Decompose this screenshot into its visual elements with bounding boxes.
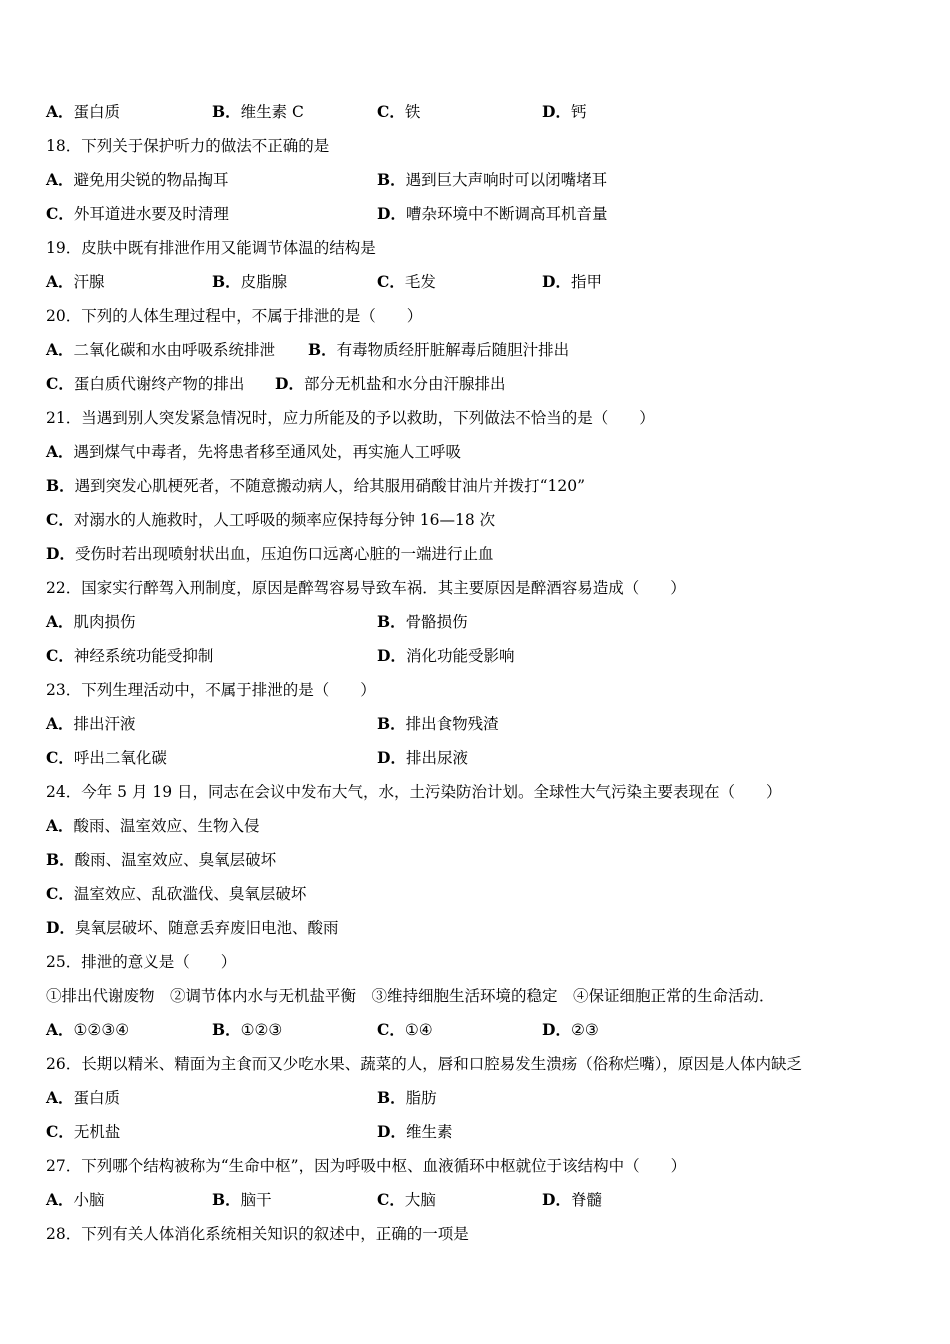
q23-option-a: A．排出汗液 [46,714,136,733]
q24-stem: 24．今年 5 月 19 日，同志在会议中发布大气，水，土污染防治计划。全球性大气污染主要表现在（ ） [46,783,782,801]
q24-option-a: A．酸雨、温室效应、生物入侵 [46,816,260,835]
q18-option-d: D．嘈杂环境中不断调高耳机音量 [377,204,608,223]
q27-option-c: C．大脑 [377,1190,436,1209]
q20-stem: 20．下列的人体生理过程中，不属于排泄的是（ ） [46,307,423,325]
q19-stem: 19．皮肤中既有排泄作用又能调节体温的结构是 [46,239,376,257]
q23-stem: 23．下列生理活动中，不属于排泄的是（ ） [46,681,376,699]
q22-option-a: A．肌肉损伤 [46,612,136,631]
q27-option-a: A．小脑 [46,1190,105,1209]
q27-stem: 27．下列哪个结构被称为“生命中枢”，因为呼吸中枢、血液循环中枢就位于该结构中（ ） [46,1157,687,1175]
q17-option-d: D．钙 [542,102,587,121]
q18-stem: 18．下列关于保护听力的做法不正确的是 [46,137,330,155]
q19-option-a: A．汗腺 [46,272,105,291]
q23-option-d: D．排出尿液 [377,748,468,767]
q19-option-c: C．毛发 [377,272,436,291]
q24-option-c: C．温室效应、乱砍滥伐、臭氧层破坏 [46,884,307,903]
q18-option-c: C．外耳道进水要及时清理 [46,204,229,223]
q21-stem: 21．当遇到别人突发紧急情况时，应力所能及的予以救助，下列做法不恰当的是（ ） [46,409,655,427]
q23-option-b: B．排出食物残渣 [377,714,499,733]
q22-option-c: C．神经系统功能受抑制 [46,646,214,665]
q25-option-c: C．①④ [377,1020,433,1039]
q22-option-b: B．骨骼损伤 [377,612,468,631]
q26-option-b: B．脂肪 [377,1088,437,1107]
q26-option-c: C．无机盐 [46,1122,121,1141]
q25-statements: ①排出代谢废物 ②调节体内水与无机盐平衡 ③维持细胞生活环境的稳定 ④保证细胞正常的生命活动． [46,987,775,1005]
q20-option-b: B．有毒物质经肝脏解毒后随胆汁排出 [308,340,570,359]
q17-option-a: A．蛋白质 [46,102,121,121]
q22-stem: 22．国家实行醉驾入刑制度，原因是醉驾容易导致车祸．其主要原因是醉酒容易造成（ ） [46,579,686,597]
q17-option-b: B．维生素 C [212,102,304,121]
q25-option-b: B．①②③ [212,1020,283,1039]
q19-option-d: D．指甲 [542,272,602,291]
q21-option-b: B．遇到突发心肌梗死者，不随意搬动病人，给其服用硝酸甘油片并拨打“120” [46,476,586,495]
q20-option-c: C．蛋白质代谢终产物的排出 [46,374,245,393]
q26-stem: 26．长期以精米、精面为主食而又少吃水果、蔬菜的人，唇和口腔易发生溃疡（俗称烂嘴），原因是人体内缺乏 [46,1055,802,1073]
q17-option-c: C．铁 [377,102,421,121]
q18-option-a: A．避免用尖锐的物品掏耳 [46,170,229,189]
q25-option-d: D．②③ [542,1020,599,1039]
q28-stem: 28．下列有关人体消化系统相关知识的叙述中，正确的一项是 [46,1225,469,1243]
q26-option-a: A．蛋白质 [46,1088,121,1107]
q19-option-b: B．皮脂腺 [212,272,288,291]
q18-option-b: B．遇到巨大声响时可以闭嘴堵耳 [377,170,608,189]
q25-option-a: A．①②③④ [46,1020,130,1039]
q26-option-d: D．维生素 [377,1122,453,1141]
q27-option-b: B．脑干 [212,1190,272,1209]
q20-option-a: A．二氧化碳和水由呼吸系统排泄 [46,340,276,359]
q24-option-b: B．酸雨、温室效应、臭氧层破坏 [46,850,277,869]
q23-option-c: C．呼出二氧化碳 [46,748,167,767]
q21-option-d: D．受伤时若出现喷射状出血，压迫伤口远离心脏的一端进行止血 [46,544,494,563]
q27-option-d: D．脊髓 [542,1190,602,1209]
q20-option-d: D．部分无机盐和水分由汗腺排出 [275,374,506,393]
q21-option-c: C．对溺水的人施救时，人工呼吸的频率应保持每分钟 16—18 次 [46,510,496,529]
q24-option-d: D．臭氧层破坏、随意丢弃废旧电池、酸雨 [46,918,339,937]
q22-option-d: D．消化功能受影响 [377,646,515,665]
q25-stem: 25．排泄的意义是（ ） [46,953,237,971]
q21-option-a: A．遇到煤气中毒者，先将患者移至通风处，再实施人工呼吸 [46,442,462,461]
